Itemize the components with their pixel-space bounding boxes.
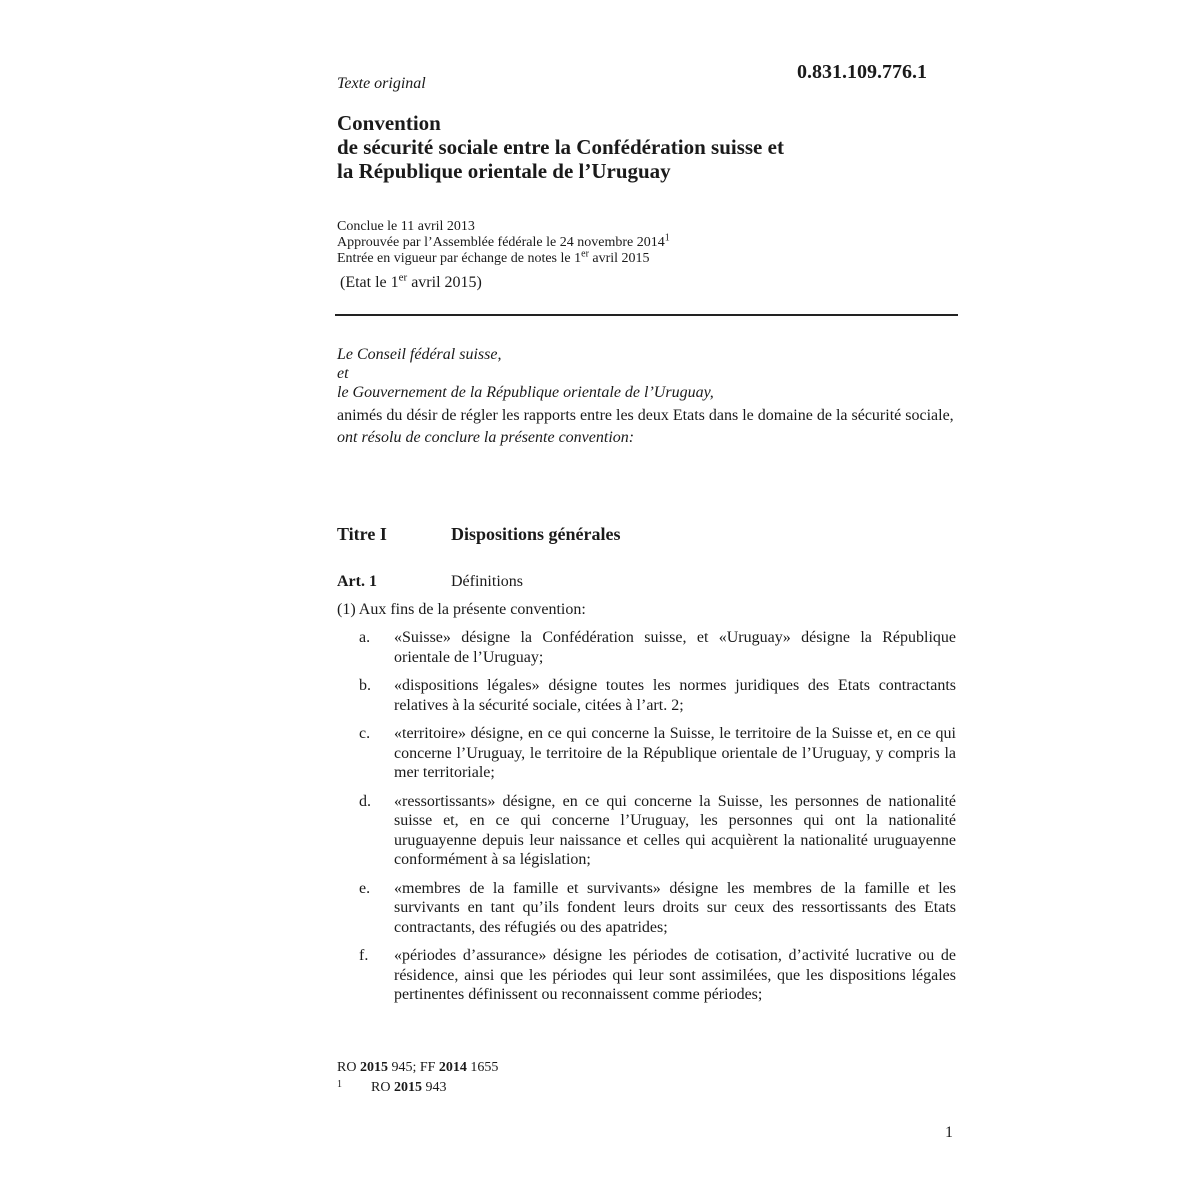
- title-line: de sécurité sociale entre la Confédération suisse et: [337, 135, 784, 159]
- conjunction: et: [337, 365, 349, 382]
- definition-text: «Suisse» désigne la Confédération suisse, et «Uruguay» désigne la République orientale de l’Uruguay;: [394, 629, 956, 666]
- status-date: (Etat le 1er avril 2015): [340, 271, 482, 291]
- dates-block: [337, 219, 670, 267]
- list-marker: d.: [359, 792, 371, 810]
- list-marker: b.: [359, 677, 371, 694]
- footnote-1: 1 RO 2015 943: [337, 1078, 498, 1098]
- list-item: [337, 676, 956, 715]
- preamble: [337, 345, 956, 447]
- document-title: [337, 111, 937, 183]
- page-number: 1: [945, 1124, 953, 1141]
- list-item: [337, 724, 956, 783]
- definition-text: «membres de la famille et survivants» désigne les membres de la famille et les survivants en tant qu’ils fondent leurs droits sur ceux des ressortissants des Etats contractants, des réfugiés ou des apatrides;: [394, 879, 956, 936]
- list-marker: f.: [359, 947, 369, 964]
- list-marker: a.: [359, 629, 371, 646]
- article-name: Définitions: [451, 573, 523, 590]
- definitions-list: [337, 628, 956, 1014]
- party-uruguay: le Gouvernement de la République orientale de l’Uruguay,: [337, 384, 714, 401]
- party-swiss: Le Conseil fédéral suisse,: [337, 346, 502, 363]
- source-reference: RO 2015 945; FF 2014 1655: [337, 1060, 499, 1075]
- list-item: [337, 628, 956, 667]
- definition-text: «dispositions légales» désigne toutes les normes juridiques des Etats contractants relatives à la sécurité sociale, citées à l’art. 2;: [394, 677, 956, 714]
- header-divider: [335, 314, 958, 316]
- resolution: ont résolu de conclure la présente convention:: [337, 429, 635, 446]
- article-number: Art. 1: [337, 573, 377, 590]
- title-line: la République orientale de l’Uruguay: [337, 159, 671, 183]
- concluded-date: Conclue le 11 avril 2013: [337, 219, 475, 234]
- list-marker: e.: [359, 879, 371, 897]
- paragraph-1: (1) Aux fins de la présente convention:: [337, 601, 586, 618]
- title-name: Dispositions générales: [451, 524, 621, 544]
- recital: animés du désir de régler les rapports entre les deux Etats dans le domaine de la sécurité sociale,: [337, 407, 954, 424]
- definition-text: «ressortissants» désigne, en ce qui concerne la Suisse, les personnes de nationalité suisse et, en ce qui concerne l’Uruguay, les personnes qui ont la nationalité uruguayenne depuis leur naissance et celles qui acquièrent la nationalité uruguayenne conformément à sa législation;: [394, 792, 956, 868]
- footnotes: [337, 1058, 498, 1098]
- list-marker: c.: [359, 725, 371, 742]
- approved-date: Approuvée par l’Assemblée fédérale le 24 novembre 2014$^1$: [337, 232, 670, 250]
- definition-text: «périodes d’assurance» désigne les périodes de cotisation, d’activité lucrative ou de résidence, ainsi que les périodes qui leur sont assimilées, que les dispositions légales pertinentes définissent ou reconnaissent comme périodes;: [394, 947, 956, 1003]
- footnote-number: 1: [337, 1079, 342, 1090]
- definition-text: «territoire» désigne, en ce qui concerne la Suisse, le territoire de la Suisse et, en ce qui concerne l’Uruguay, le territoire de la République orientale de l’Uruguay, y compris la mer territoriale;: [394, 725, 956, 781]
- list-item: [337, 879, 956, 938]
- title-number: Titre I: [337, 524, 387, 544]
- footnote-ref: 1: [664, 232, 670, 244]
- list-item: [337, 792, 956, 870]
- entry-into-force: Entrée en vigueur par échange de notes le 1er avril 2015: [337, 248, 650, 266]
- document-number: 0.831.109.776.1: [797, 61, 927, 83]
- original-text-label: Texte original: [337, 75, 426, 92]
- title-line: Convention: [337, 111, 441, 135]
- list-item: [337, 946, 956, 1005]
